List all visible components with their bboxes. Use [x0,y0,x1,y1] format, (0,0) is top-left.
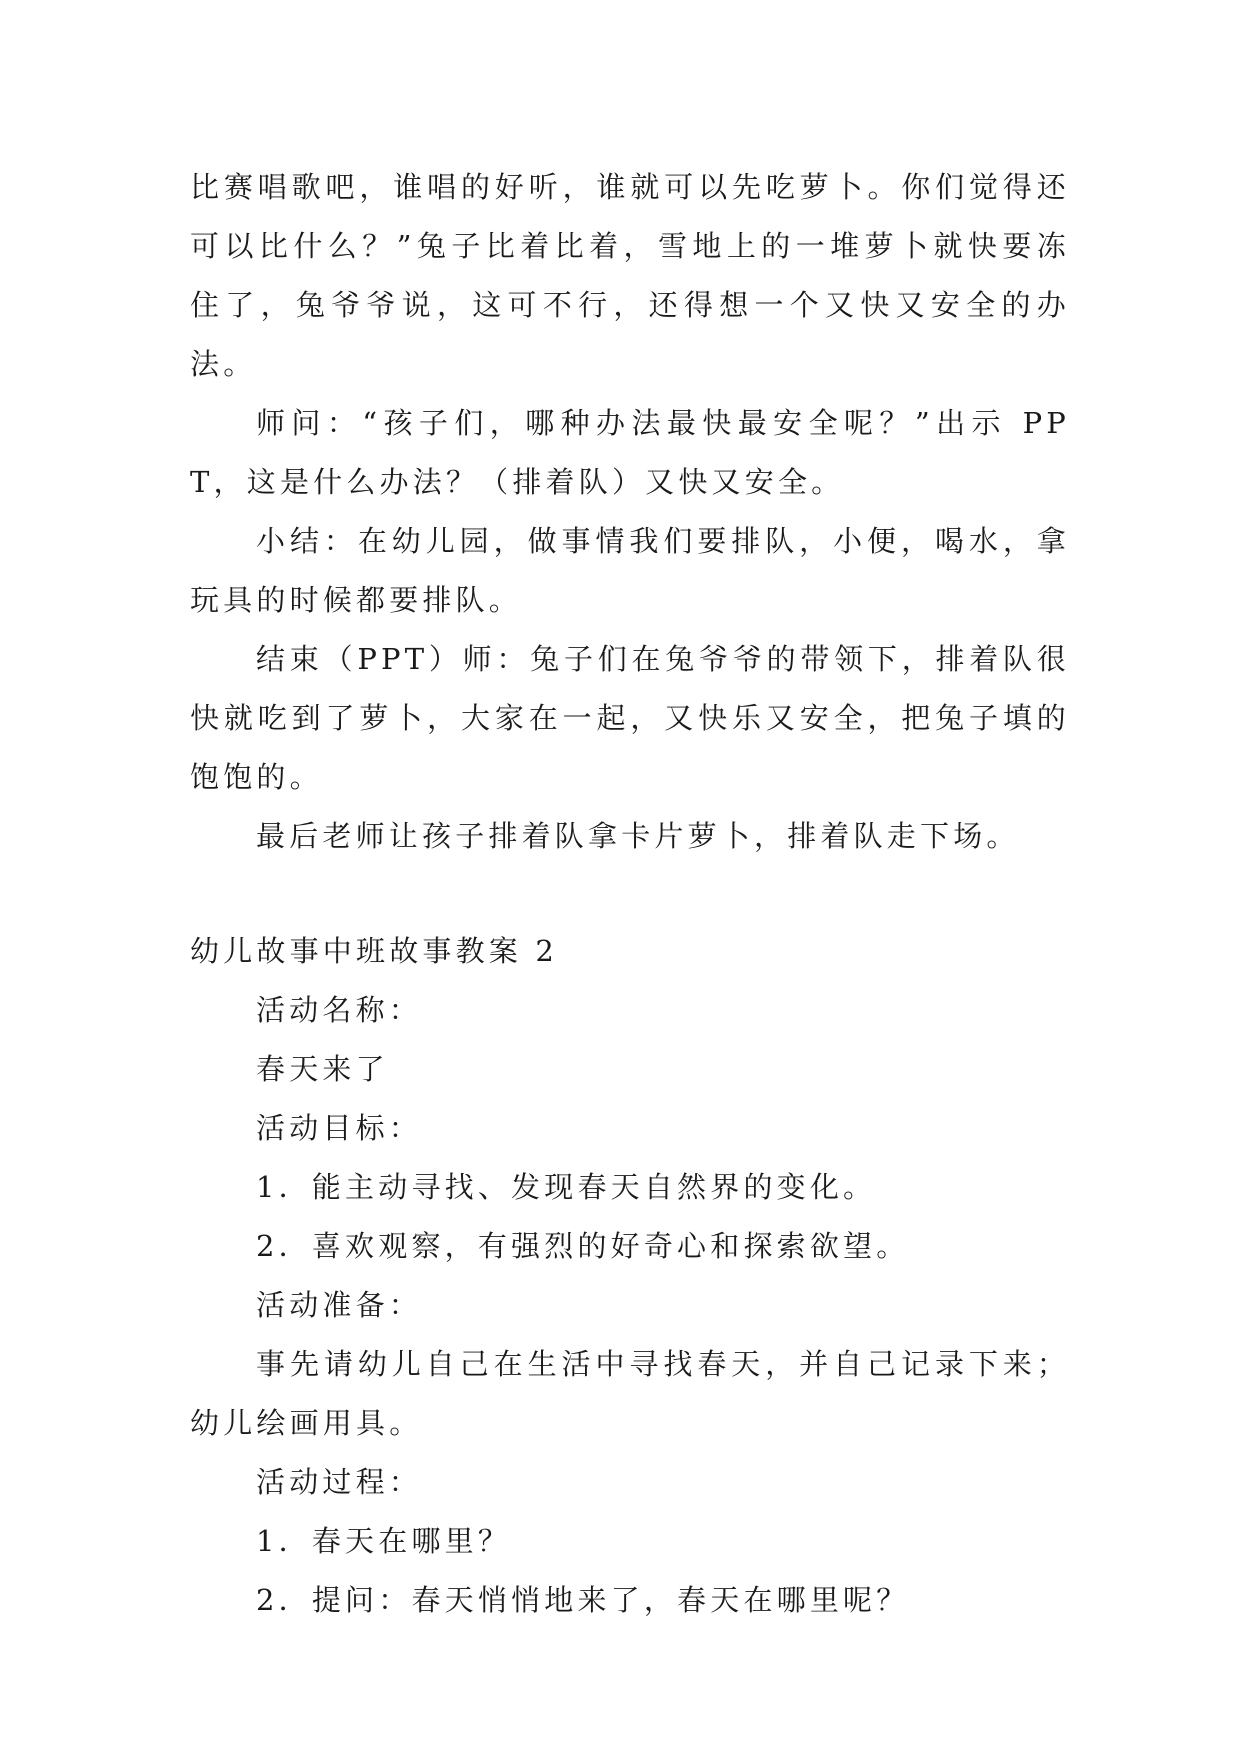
activity-prep-text: 事先请幼儿自己在生活中寻找春天，并自己记录下来；幼儿绘画用具。 [190,1347,1070,1440]
activity-prep-label: 活动准备： [256,1288,423,1322]
activity-goals-label: 活动目标： [256,1111,423,1145]
activity-goal-item: 2．喜欢观察，有强烈的好奇心和探索欲望。 [256,1229,910,1263]
activity-goal-item: 1．能主动寻找、发现春天自然界的变化。 [256,1170,877,1204]
document-body [190,158,1070,1630]
paragraph-final-activity: 最后老师让孩子排着队拿卡片萝卜，排着队走下场。 [256,819,1020,853]
paragraph-story-continuation: 比赛唱歌吧，谁唱的好听，谁就可以先吃萝卜。你们觉得还可以比什么？”兔子比着比着，雪地上的一堆萝卜就快要冻住了，兔爷爷说，这可不行，还得想一个又快又安全的办法。 [190,170,1070,381]
activity-name: 春天来了 [256,1052,389,1086]
activity-process-label: 活动过程： [256,1465,423,1499]
activity-name-label: 活动名称： [256,993,423,1027]
section-title: 幼儿故事中班故事教案 2 [190,934,559,968]
paragraph-summary: 小结：在幼儿园，做事情我们要排队，小便，喝水，拿玩具的时候都要排队。 [190,524,1070,617]
section-spacer [190,866,1070,922]
paragraph-teacher-question: 师问：“孩子们，哪种办法最快最安全呢？”出示 PPT，这是什么办法？（排着队）又快又安全。 [190,406,1070,499]
activity-process-step: 2．提问：春天悄悄地来了，春天在哪里呢？ [256,1583,910,1617]
activity-process-step: 1．春天在哪里？ [256,1524,512,1558]
paragraph-ending: 结束（PPT）师：兔子们在兔爷爷的带领下，排着队很快就吃到了萝卜，大家在一起，又快乐又安全，把兔子填的饱饱的。 [190,642,1070,794]
